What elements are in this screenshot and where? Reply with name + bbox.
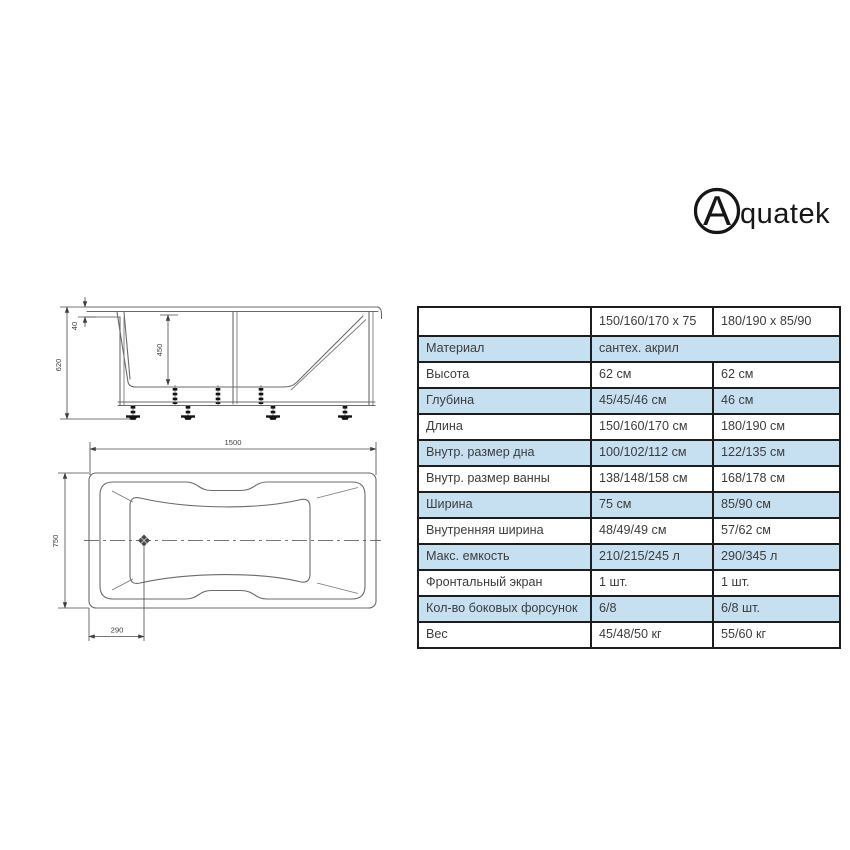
dim-drain-offset-label: 290 <box>110 625 124 635</box>
spec-table-container <box>417 306 839 649</box>
table-row <box>418 414 840 440</box>
spec-value: 57/62 см <box>713 518 840 544</box>
spec-label: Макс. емкость <box>418 544 591 570</box>
table-row <box>418 596 840 622</box>
spec-value: 62 см <box>713 362 840 388</box>
spec-value: 168/178 см <box>713 466 840 492</box>
dim-rim-height-label: 40 <box>70 321 79 331</box>
table-row <box>418 544 840 570</box>
table-row <box>418 622 840 648</box>
table-row <box>418 518 840 544</box>
header-empty-cell <box>418 307 591 336</box>
spec-value: сантех. акрил <box>591 336 840 362</box>
spec-value: 1 шт. <box>591 570 713 596</box>
spec-label: Вес <box>418 622 591 648</box>
bathtub-technical-drawing <box>40 285 400 655</box>
spec-value: 150/160/170 см <box>591 414 713 440</box>
table-row <box>418 466 840 492</box>
spec-value: 45/45/46 см <box>591 388 713 414</box>
spec-value: 48/49/49 см <box>591 518 713 544</box>
spec-label: Глубина <box>418 388 591 414</box>
spec-value: 6/8 шт. <box>713 596 840 622</box>
drain-icon <box>138 535 150 547</box>
spec-value: 46 см <box>713 388 840 414</box>
spec-value: 122/135 см <box>713 440 840 466</box>
spec-value: 6/8 <box>591 596 713 622</box>
spec-value: 85/90 см <box>713 492 840 518</box>
spec-label: Внутр. размер ванны <box>418 466 591 492</box>
header-size-group-1: 150/160/170 x 75 <box>591 307 713 336</box>
spec-value: 55/60 кг <box>713 622 840 648</box>
table-row <box>418 492 840 518</box>
spec-label: Кол-во боковых форсунок <box>418 596 591 622</box>
table-row <box>418 362 840 388</box>
logo-wordmark: quatek <box>740 198 831 230</box>
spec-value: 45/48/50 кг <box>591 622 713 648</box>
spec-label: Высота <box>418 362 591 388</box>
adjustable-foot-icon <box>126 405 352 420</box>
table-row <box>418 336 840 362</box>
dim-width-label: 750 <box>51 534 60 548</box>
spec-value: 75 см <box>591 492 713 518</box>
dim-length-label: 1500 <box>224 438 242 447</box>
top-view-drawing <box>51 438 381 641</box>
header-size-group-2: 180/190 x 85/90 <box>713 307 840 336</box>
spec-value: 138/148/158 см <box>591 466 713 492</box>
spec-value: 180/190 см <box>713 414 840 440</box>
spec-label: Внутр. размер дна <box>418 440 591 466</box>
aquatek-logo <box>690 180 840 238</box>
spec-table <box>417 306 841 649</box>
logo-initial: A <box>702 187 732 234</box>
dim-total-height-label: 620 <box>54 358 63 372</box>
spec-value: 100/102/112 см <box>591 440 713 466</box>
spec-label: Фронтальный экран <box>418 570 591 596</box>
table-row <box>418 570 840 596</box>
spec-value: 210/215/245 л <box>591 544 713 570</box>
spec-value: 62 см <box>591 362 713 388</box>
spec-label: Ширина <box>418 492 591 518</box>
spec-label: Внутренняя ширина <box>418 518 591 544</box>
table-header-row <box>418 307 840 336</box>
dim-inner-depth-label: 450 <box>155 343 164 357</box>
spec-value: 290/345 л <box>713 544 840 570</box>
spec-value: 1 шт. <box>713 570 840 596</box>
spec-label: Длина <box>418 414 591 440</box>
spec-label: Материал <box>418 336 591 362</box>
table-row <box>418 440 840 466</box>
side-view-drawing <box>54 297 382 420</box>
table-row <box>418 388 840 414</box>
